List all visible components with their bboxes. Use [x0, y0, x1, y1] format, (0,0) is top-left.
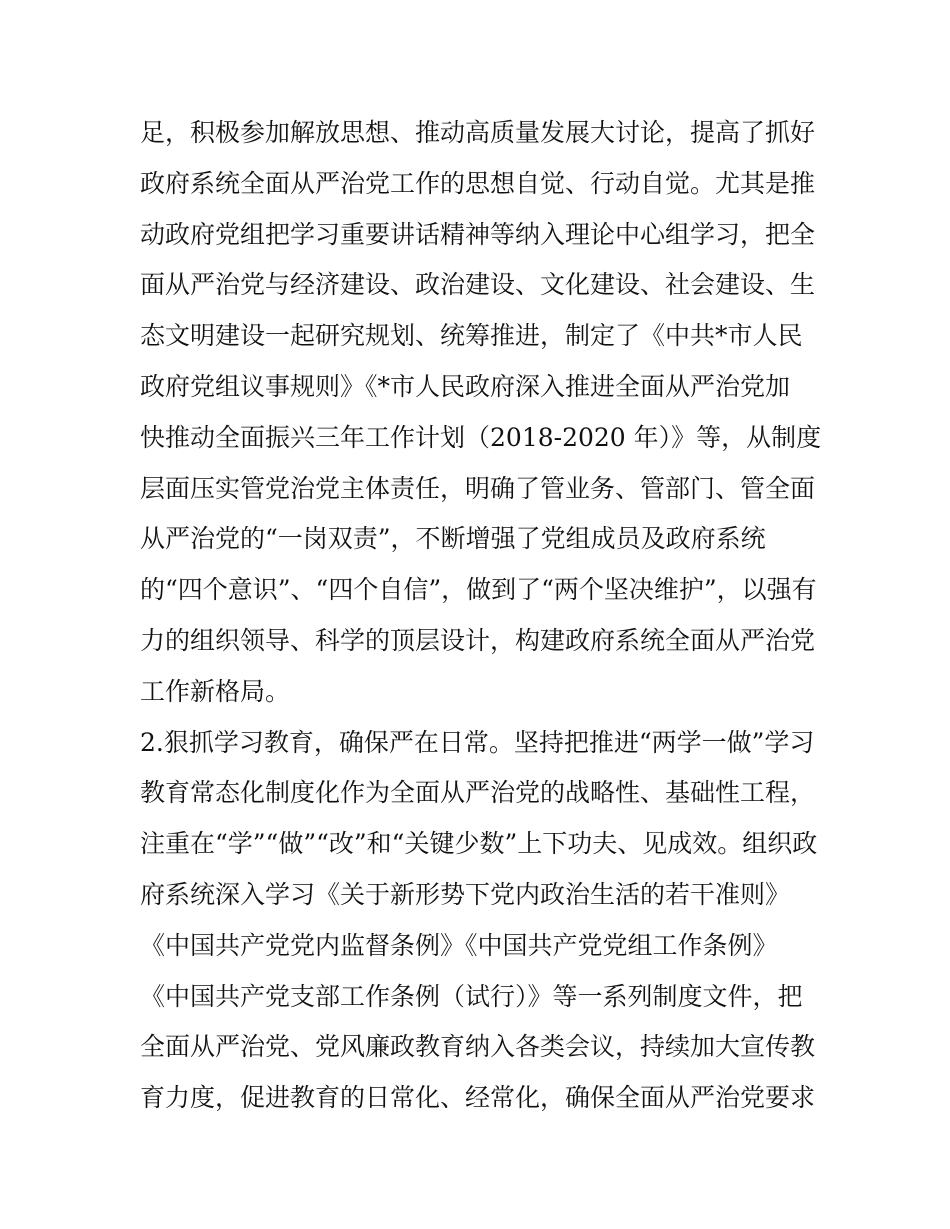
text-line: 足，积极参加解放思想、推动高质量发展大讨论，提高了抓好 — [140, 118, 816, 147]
section-heading-line: 2.狠抓学习教育，确保严在日常。坚持把推进“两学一做”学习 — [140, 727, 815, 757]
text-line: 《中国共产党党内监督条例》《中国共产党党组工作条例》 — [140, 930, 778, 960]
text-line: 快推动全面振兴三年工作计划（2018-2020 年）》等，从制度 — [140, 422, 822, 452]
text-line: 《中国共产党支部工作条例（试行）》等一系列制度文件，把 — [140, 981, 803, 1011]
text-line: 动政府党组把学习重要讲话精神等纳入理论中心组学习，把全 — [140, 219, 816, 249]
document-body — [140, 108, 820, 1124]
text-line: 的“四个意识”、“四个自信”，做到了“两个坚决维护”，以强有 — [140, 575, 817, 605]
text-line: 全面从严治党、党风廉政教育纳入各类会议，持续加大宣传教 — [140, 1032, 816, 1062]
text-line: 政府党组议事规则》《*市人民政府深入推进全面从严治党加 — [140, 371, 791, 401]
text-line: 从严治党的“一岗双责”，不断增强了党组成员及政府系统 — [140, 524, 766, 554]
text-line: 面从严治党与经济建设、政治建设、文化建设、社会建设、生 — [140, 270, 816, 300]
text-line: 教育常态化制度化作为全面从严治党的战略性、基础性工程， — [140, 778, 816, 808]
text-line: 注重在“学”“做”“改”和“关键少数”上下功夫、见成效。组织政 — [140, 829, 818, 859]
text-line: 工作新格局。 — [140, 676, 291, 706]
text-line: 政府系统全面从严治党工作的思想自觉、行动自觉。尤其是推 — [140, 168, 816, 198]
text-line: 态文明建设一起研究规划、统筹推进，制定了《中共*市人民 — [140, 321, 803, 351]
text-line: 力的组织领导、科学的顶层设计，构建政府系统全面从严治党 — [140, 625, 816, 655]
text-line: 育力度，促进教育的日常化、经常化，确保全面从严治党要求 — [140, 1083, 816, 1113]
text-line: 府系统深入学习《关于新形势下党内政治生活的若干准则》 — [140, 879, 791, 909]
text-line: 层面压实管党治党主体责任，明确了管业务、管部门、管全面 — [140, 473, 816, 503]
